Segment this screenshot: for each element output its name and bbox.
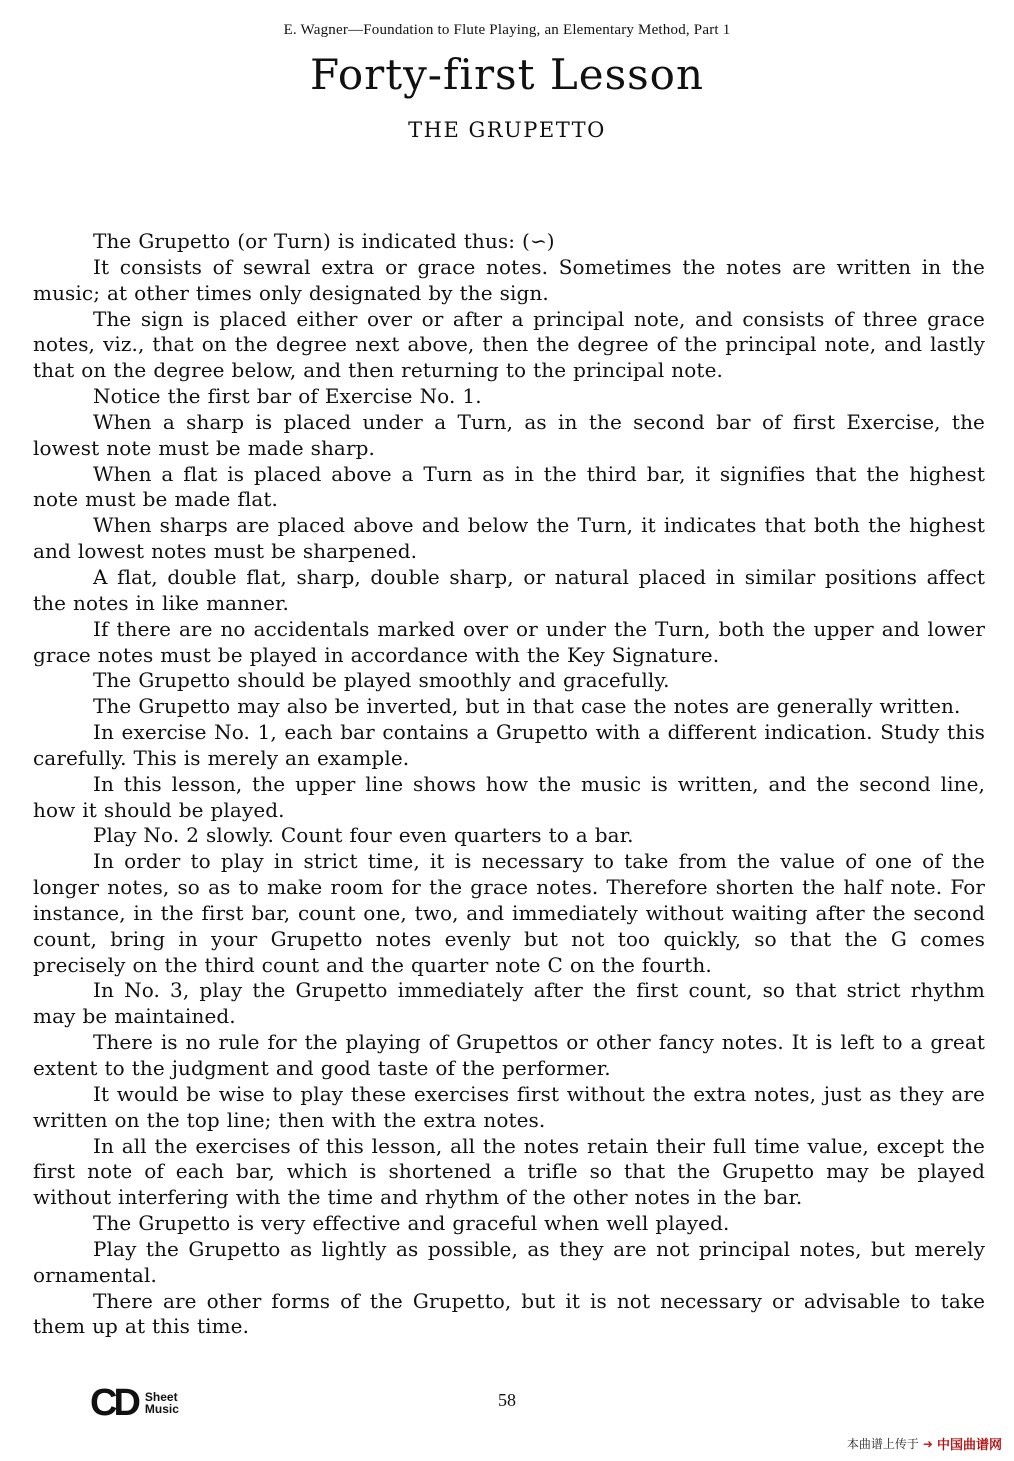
paragraph: When a sharp is placed under a Turn, as in the second bar of first Exercise, the lowest note must be made sharp. (33, 409, 985, 460)
paragraph: The sign is placed either over or after a principal note, and consists of three grace notes, viz., that on the degree next above, then the degree of the principal note, and lastly that on the degree below, and then returning to the principal note. (33, 306, 985, 383)
arrow-icon: ➜ (922, 1436, 933, 1451)
paragraph: In exercise No. 1, each bar contains a Grupetto with a different indication. Study this carefully. This is merely an example. (33, 720, 985, 770)
paragraph: In No. 3, play the Grupetto immediately after the first count, so that strict rhythm may be maintained. (33, 978, 985, 1029)
paragraph: There are other forms of the Grupetto, but it is not necessary or advisable to take them up at this time. (33, 1288, 985, 1339)
logo-letters: CD (90, 1382, 137, 1424)
paragraph: It consists of sewral extra or grace notes. Sometimes the notes are written in the music; at other times only designated by the sign. (33, 254, 985, 305)
paragraph: The Grupetto (or Turn) is indicated thus: (∽) (93, 229, 555, 253)
watermark-text: 本曲谱上传于 (846, 1437, 919, 1451)
logo-word-sheet: Sheet (144, 1390, 178, 1404)
lesson-body (33, 229, 985, 1340)
running-header: E. Wagner—Foundation to Flute Playing, an Elementary Method, Part 1 (283, 22, 731, 38)
paragraph: In order to play in strict time, it is necessary to take from the value of one of the longer notes, so as to make room for the grace notes. Therefore shorten the half note. For instance, in the first bar, count one, two, and immediately without waiting after the second count, bring in your Grupetto notes evenly but not too quickly, so that the G comes precisely on the third count and the quarter note C on the fourth. (33, 849, 985, 977)
paragraph: Notice the first bar of Exercise No. 1. (93, 384, 482, 409)
paragraph: When a flat is placed above a Turn as in the third bar, it signifies that the highest note must be made flat. (33, 461, 985, 512)
watermark-brand: 中国曲谱网 (936, 1438, 1002, 1453)
paragraph: When sharps are placed above and below the Turn, it indicates that both the highest and lowest notes must be sharpened. (33, 513, 985, 564)
paragraph: The Grupetto may also be inverted, but in that case the notes are generally written. (93, 694, 961, 719)
paragraph: Play No. 2 slowly. Count four even quarters to a bar. (93, 823, 634, 848)
paragraph: Play the Grupetto as lightly as possible, as they are not principal notes, but merely ornamental. (33, 1236, 985, 1287)
paragraph: The Grupetto is very effective and graceful when well played. (93, 1211, 730, 1236)
paragraph: In all the exercises of this lesson, all the notes retain their full time value, except the first note of each bar, which is shortened a trifle so that the Grupetto may be played without interfering with the time and rhythm of the other notes in the bar. (33, 1133, 985, 1210)
logo-word-music: Music (144, 1402, 179, 1416)
paragraph: There is no rule for the playing of Grupettos or other fancy notes. It is left to a great extent to the judgment and good taste of the performer. (33, 1030, 985, 1080)
lesson-title: Forty-first Lesson (309, 50, 705, 99)
paragraph: A flat, double flat, sharp, double sharp, or natural placed in similar positions affect the notes in like manner. (33, 564, 985, 615)
lesson-subtitle: THE GRUPETTO (408, 118, 606, 142)
page-number: 58 (498, 1390, 516, 1410)
paragraph: In this lesson, the upper line shows how the music is written, and the second line, how it should be played. (33, 771, 985, 822)
paragraph: The Grupetto should be played smoothly and gracefully. (93, 668, 670, 693)
paragraph: It would be wise to play these exercises first without the extra notes, just as they are written on the top line; then with the extra notes. (33, 1081, 985, 1132)
site-watermark (847, 1434, 1002, 1453)
paragraph: If there are no accidentals marked over or under the Turn, both the upper and lower grace notes must be played in accordance with the Key Signature. (33, 616, 985, 667)
